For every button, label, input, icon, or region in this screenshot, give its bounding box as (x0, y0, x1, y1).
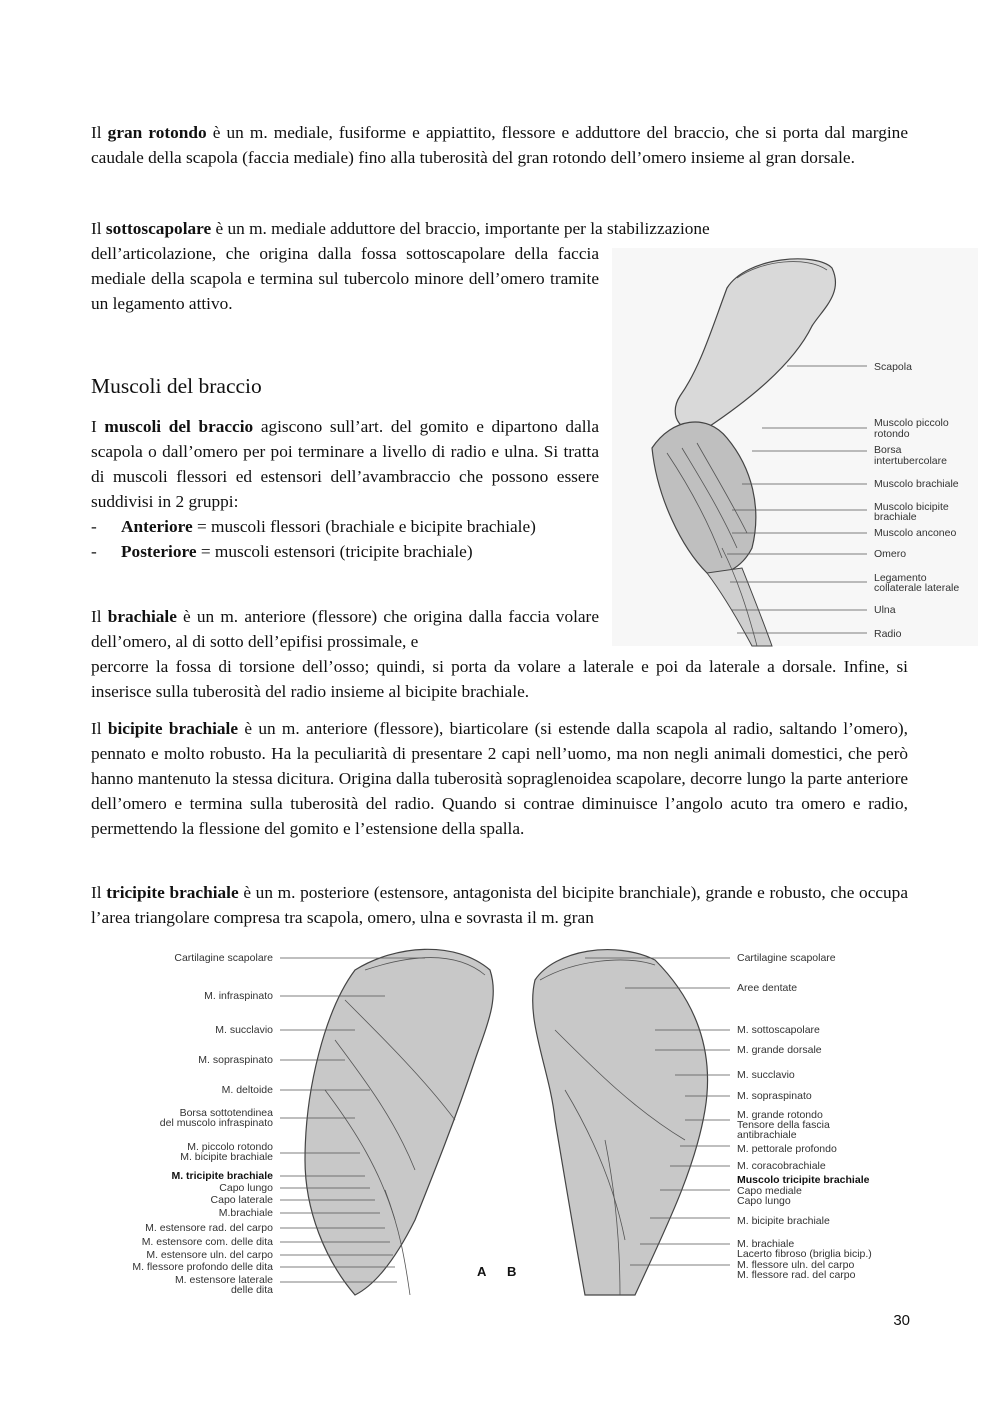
text-run: è un m. mediale, fusiforme e appiattito, flessore e adduttore del braccio, che si porta dal margine caudale della scapola (faccia mediale) fino alla tuberosità del gran rotondo dell’omero insieme al gran dorsale. (91, 123, 908, 167)
term-sottoscapolare: sottoscapolare (105, 219, 212, 238)
text-run: agiscono sull’art. del gomito e dipartono dalla scapola o dall’omero per poi terminare a livello di radio e ulna. Si tratta di muscoli flessori ed estensori dell’avambraccio che possono essere suddivisi in 2 gruppi: (91, 417, 600, 511)
panel-label-b: B (507, 1264, 517, 1279)
label-capo-lungo-a: Capo lungo (219, 1182, 273, 1194)
muscle-groups-list (91, 514, 599, 564)
label-estensore-rad-carpo: M. estensore rad. del carpo (145, 1222, 273, 1234)
list-dash: - (91, 542, 97, 561)
label-coracobrachiale: M. coracobrachiale (737, 1160, 826, 1172)
label-sopraspinato-a: M. sopraspinato (198, 1054, 273, 1066)
label-aree-dentate: Aree dentate (737, 982, 798, 994)
label-borsa-sottotendinea: Borsa sottotendinea del muscolo infraspinato (159, 1107, 273, 1129)
label-anconeo: Muscolo anconeo (874, 527, 957, 539)
term-bicipite: bicipite brachiale (107, 719, 239, 738)
text-run: = muscoli estensori (tricipite brachiale) (196, 542, 473, 561)
label-cartilagine-scapolare-a: Cartilagine scapolare (174, 952, 273, 964)
text-run: dell’articolazione, che origina dalla fossa sottoscapolare della faccia mediale della scapola e termina sul tubercolo minore dell’omero tramite un legamento attivo. (91, 244, 599, 313)
paragraph-sottoscapolare-rest (91, 241, 599, 316)
panel-label-a: A (477, 1264, 487, 1279)
label-ulna: Ulna (874, 604, 896, 616)
term-muscoli-braccio: muscoli del braccio (104, 417, 254, 436)
text-run: Il (91, 123, 108, 142)
label-piccolo-rotondo-bicipite: M. piccolo rotondo M. bicipite brachiale (180, 1141, 273, 1163)
label-scapola: Scapola (874, 361, 912, 373)
label-brachiale-a: M.brachiale (218, 1207, 273, 1219)
label-succlavio-b: M. succlavio (737, 1069, 795, 1081)
list-item-posteriore (91, 539, 599, 564)
left-labels (132, 952, 273, 1296)
text-run: è un m. posteriore (estensore, antagonista del bicipite branchiale), grande e robusto, che occupa l’area triangolare compresa tra scapola, omero, ulna e sovrasta il m. gran (91, 883, 908, 927)
term-posteriore: Posteriore (121, 542, 197, 561)
text-run: è un m. anteriore (flessore), biarticolare (si estende dalla scapola al radio, saltando l’omero), pennato e molto robusto. Ha la peculiarità di presentare 2 capi nell’uomo, ma non negli animali domestici, che però hanno mantenuto la stessa dicitura. Origina dalla tuberosità sopraglenoidea scapolare, decorre lungo la parte anteriore dell’omero e termina sulla tuberosità del radio. Quando si contrae diminuisce l’angolo acuto tra omero e radio, permettendo la flessione del gomito e l’estensione della spalla. (91, 719, 908, 838)
label-sopraspinato-b: M. sopraspinato (737, 1090, 812, 1102)
text-run: Il (91, 883, 107, 902)
label-bicipite: Muscolo bicipite brachiale (874, 501, 949, 523)
paragraph-bicipite (91, 716, 908, 841)
list-dash: - (91, 517, 97, 536)
text-run: = muscoli flessori (brachiale e bicipite brachiale) (192, 517, 536, 536)
label-tricipite-b: Muscolo tricipite brachiale (737, 1174, 870, 1186)
label-flessore-profondo-dita: M. flessore profondo delle dita (132, 1261, 273, 1273)
view-a-illustration (305, 949, 493, 1295)
label-deltoide: M. deltoide (221, 1084, 273, 1096)
label-estensore-laterale-dita: M. estensore laterale delle dita (174, 1274, 273, 1296)
paragraph-sottoscapolare-line1 (91, 216, 908, 241)
label-succlavio-a: M. succlavio (215, 1024, 273, 1036)
text-run: è un m. anteriore (flessore) che origina dalla faccia volare dell’omero, al di sotto dell’epifisi prossimale, e (91, 607, 599, 651)
text-run: Il (91, 719, 108, 738)
label-estensore-uln-carpo: M. estensore uln. del carpo (146, 1249, 273, 1261)
section-heading: Muscoli del braccio (91, 374, 262, 398)
label-estensore-com-dita: M. estensore com. delle dita (141, 1236, 273, 1248)
paragraph-muscoli-braccio (91, 414, 599, 514)
text-run: percorre la fossa di torsione dell’osso; quindi, si porta da volare a laterale e poi da laterale a dorsale. Infine, si inserisce sulla tuberosità del radio insieme al bicipite brachiale. (91, 657, 908, 701)
label-bicipite-b: M. bicipite brachiale (737, 1215, 830, 1227)
label-capo-mediale-lungo: Capo mediale Capo lungo (737, 1185, 802, 1207)
term-brachiale: brachiale (107, 607, 177, 626)
label-flessori-carpo: M. flessore uln. del carpo M. flessore rad. del carpo (737, 1259, 856, 1281)
label-grande-dorsale: M. grande dorsale (737, 1044, 822, 1056)
label-brachiale: Muscolo brachiale (874, 478, 959, 490)
text-run: è un m. mediale adduttore del braccio, importante per la stabilizzazione (211, 219, 710, 238)
arm-muscles-figure (612, 248, 978, 646)
page-number: 30 (893, 1312, 910, 1329)
label-cartilagine-scapolare-b: Cartilagine scapolare (737, 952, 836, 964)
paragraph-brachiale-narrow (91, 604, 599, 654)
term-gran-rotondo: gran rotondo (107, 123, 207, 142)
label-omero: Omero (874, 548, 907, 560)
label-pettorale-profondo: M. pettorale profondo (737, 1143, 837, 1155)
term-anteriore: Anteriore (121, 517, 193, 536)
paragraph-gran-rotondo (91, 120, 908, 170)
label-brachiale-lacerto: M. brachiale Lacerto fibroso (briglia bicip.) (737, 1238, 872, 1260)
label-infraspinato: M. infraspinato (204, 990, 273, 1002)
text-run: Il (91, 607, 108, 626)
paragraph-brachiale-wide (91, 654, 908, 704)
list-item-anteriore (91, 514, 599, 539)
label-sottoscapolare: M. sottoscapolare (737, 1024, 820, 1036)
paragraph-tricipite (91, 880, 908, 930)
label-borsa: Borsa intertubercolare (874, 444, 947, 467)
text-run: I (91, 417, 105, 436)
view-b-illustration (533, 950, 708, 1295)
right-labels (737, 952, 872, 1281)
label-tricipite-a: M. tricipite brachiale (171, 1170, 273, 1182)
label-radio: Radio (874, 628, 902, 640)
label-capo-laterale: Capo laterale (210, 1194, 273, 1206)
label-grande-rotondo-tensore: M. grande rotondo Tensore della fascia antibrachiale (737, 1109, 830, 1141)
term-tricipite: tricipite brachiale (106, 883, 239, 902)
label-piccolo-rotondo: Muscolo piccolo rotondo (874, 417, 949, 440)
text-run: Il (91, 219, 106, 238)
label-legamento: Legamento collaterale laterale (874, 572, 960, 594)
triceps-figure (132, 940, 872, 1302)
